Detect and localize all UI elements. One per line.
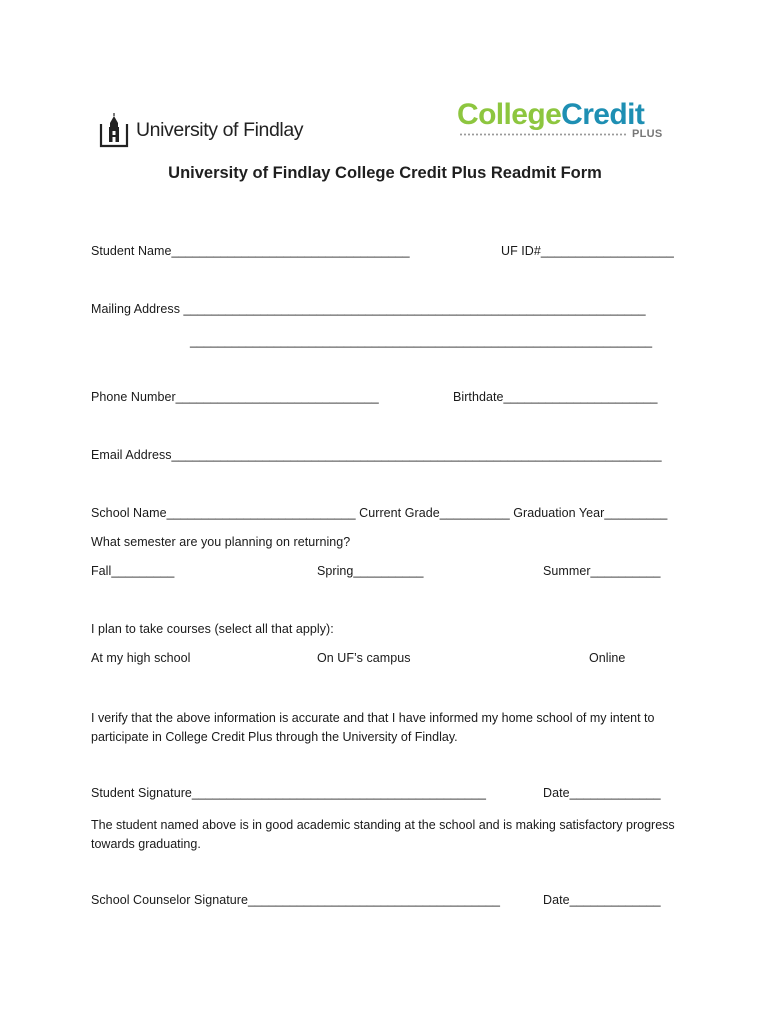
- email-address-field[interactable]: Email Address______________________________________________________________________: [91, 448, 662, 462]
- student-date-field[interactable]: Date_____________: [543, 786, 661, 800]
- student-signature-field[interactable]: Student Signature__________________________________________: [91, 786, 487, 800]
- uf-id-field[interactable]: UF ID#___________________: [501, 244, 674, 258]
- uf-logo-text: University of Findlay: [136, 118, 304, 141]
- semester-question: What semester are you planning on returning?: [91, 535, 351, 549]
- counselor-signature-field[interactable]: School Counselor Signature____________________________________: [91, 893, 501, 907]
- courses-question: I plan to take courses (select all that apply):: [91, 622, 334, 636]
- on-campus-option[interactable]: On UF’s campus: [317, 651, 411, 665]
- verify-statement: I verify that the above information is accurate and that I have informed my home school of my intent to participate in College Credit Plus through the University of Findlay.: [91, 711, 655, 744]
- college-credit-plus-logo: [457, 98, 671, 144]
- at-high-school-option[interactable]: At my high school: [91, 651, 191, 665]
- summer-option-field[interactable]: Summer__________: [543, 564, 661, 578]
- online-option[interactable]: Online: [589, 651, 626, 665]
- counselor-date-field[interactable]: Date_____________: [543, 893, 661, 907]
- findlay-tower-icon: [99, 112, 129, 148]
- phone-number-field[interactable]: Phone Number_____________________________: [91, 390, 379, 404]
- ccp-logo-credit: Credit: [561, 98, 645, 131]
- student-name-field[interactable]: Student Name__________________________________: [91, 244, 410, 258]
- spring-option-field[interactable]: Spring__________: [317, 564, 424, 578]
- fall-option-field[interactable]: Fall_________: [91, 564, 175, 578]
- university-of-findlay-logo: [99, 112, 303, 148]
- mailing-address-line2-field[interactable]: __________________________________________________________________: [190, 334, 653, 348]
- page-title: University of Findlay College Credit Plus Readmit Form: [168, 164, 602, 182]
- mailing-address-field[interactable]: Mailing Address __________________________________________________________________: [91, 302, 646, 316]
- ccp-logo-college: College: [457, 98, 562, 131]
- school-name-grade-graduation-field[interactable]: School Name___________________________ Current Grade__________ Graduation Year_________: [91, 506, 668, 520]
- counselor-statement: The student named above is in good academic standing at the school and is making satisfactory progress towards graduating.: [91, 818, 675, 851]
- birthdate-field[interactable]: Birthdate______________________: [453, 390, 658, 404]
- ccp-dotted-line: [459, 133, 627, 136]
- ccp-logo-wordmark: [457, 98, 644, 132]
- ccp-logo-plus: PLUS: [632, 128, 663, 140]
